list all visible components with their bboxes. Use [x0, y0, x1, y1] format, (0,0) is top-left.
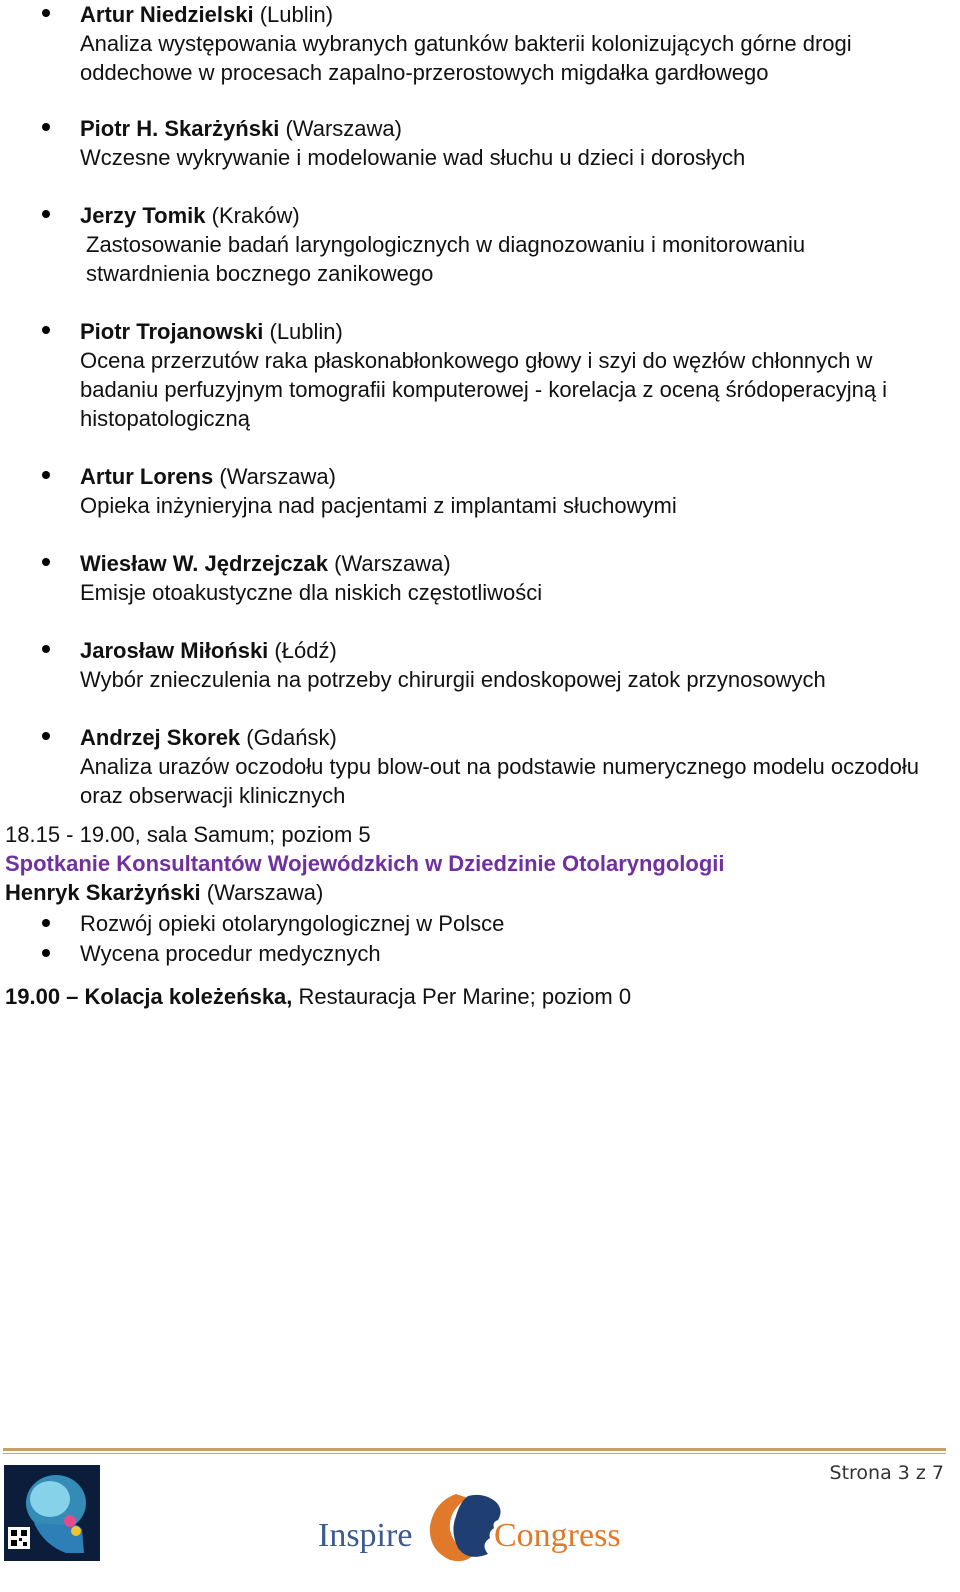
talk-title: Emisje otoakustyczne dla niskich częstotliwości [80, 580, 543, 605]
footer-divider-thin [3, 1453, 946, 1454]
list-item [0, 549, 960, 607]
page-number: Strona 3 z 7 [829, 1462, 944, 1484]
speaker-name: Jerzy Tomik [80, 203, 206, 228]
bullet-icon [42, 9, 50, 17]
list-item [0, 636, 960, 694]
talk-title: Wybór znieczulenia na potrzeby chirurgii endoskopowej zatok przynosowych [80, 667, 826, 692]
speaker-city: (Lublin) [269, 319, 343, 344]
talk-title: Zastosowanie badań laryngologicznych w diagnozowaniu i monitorowaniu stwardnienia bocznego zanikowego [86, 232, 806, 286]
session-item-label: Rozwój opieki otolaryngologicznej w Polsce [80, 911, 505, 936]
list-item [0, 317, 960, 433]
speaker-city: (Warszawa) [334, 551, 451, 576]
session-heading: Spotkanie Konsultantów Wojewódzkich w Dziedzinie Otolaryngologii [5, 851, 725, 876]
speaker-name: Wiesław W. Jędrzejczak [80, 551, 329, 576]
bullet-icon [42, 471, 50, 479]
speaker-city: (Lublin) [259, 2, 334, 27]
speaker-city: (Warszawa) [219, 464, 336, 489]
speaker-city: (Łódź) [274, 638, 337, 663]
speaker-name: Jarosław Miłoński [80, 638, 269, 663]
speaker-name: Andrzej Skorek [80, 725, 241, 750]
session-time: 18.15 - 19.00, sala Samum; poziom 5 [5, 822, 371, 847]
list-item [0, 0, 960, 87]
bullet-icon [42, 326, 50, 334]
talk-title: Wczesne wykrywanie i modelowanie wad słuchu u dzieci i dorosłych [80, 145, 746, 170]
brand-right-text: Congress [494, 1517, 621, 1554]
dinner-place: Restauracja Per Marine; poziom 0 [292, 984, 632, 1009]
list-item [0, 723, 960, 810]
head-scan-logo-icon [4, 1465, 100, 1561]
speaker-name: Artur Niedzielski [80, 2, 254, 27]
speaker-name: Artur Lorens [80, 464, 214, 489]
list-item [5, 909, 955, 939]
list-item [0, 462, 960, 520]
bullet-icon [42, 123, 50, 131]
bullet-icon [42, 919, 50, 927]
list-item [5, 939, 955, 969]
talk-title: Analiza urazów oczodołu typu blow-out na podstawie numerycznego modelu oczodołu oraz obserwacji klinicznych [80, 754, 919, 808]
dinner-line [5, 982, 631, 1011]
speaker-city: (Kraków) [211, 203, 300, 228]
brand-left-text: Inspire [318, 1517, 413, 1554]
list-item [0, 201, 960, 288]
bullet-icon [42, 949, 50, 957]
talk-title: Analiza występowania wybranych gatunków bakterii kolonizujących górne drogi oddechowe w procesach zapalno-przerostowych migdałka gardłowego [80, 31, 852, 85]
bullet-icon [42, 210, 50, 218]
chair-name: Henryk Skarżyński [5, 880, 201, 905]
inspire-congress-logo [318, 1488, 638, 1563]
speaker-city: (Warszawa) [285, 116, 402, 141]
speaker-name: Piotr H. Skarżyński [80, 116, 280, 141]
bullet-icon [42, 732, 50, 740]
session-item-label: Wycena procedur medycznych [80, 941, 381, 966]
session-items [5, 909, 955, 969]
list-item [0, 114, 960, 172]
dinner-time: 19.00 – Kolacja koleżeńska, [5, 984, 293, 1009]
talk-title: Ocena przerzutów raka płaskonabłonkowego głowy i szyi do węzłów chłonnych w badaniu perfuzyjnym tomografii komputerowej - korelacja z oceną śródoperacyjną i histopatologiczną [80, 348, 888, 431]
session-block [5, 820, 955, 969]
chair-city: (Warszawa) [206, 880, 324, 905]
speaker-city: (Gdańsk) [246, 725, 337, 750]
bullet-icon [42, 558, 50, 566]
bullet-icon [42, 645, 50, 653]
footer-divider [3, 1448, 946, 1451]
speaker-name: Piotr Trojanowski [80, 319, 264, 344]
talk-title: Opieka inżynieryjna nad pacjentami z implantami słuchowymi [80, 493, 677, 518]
